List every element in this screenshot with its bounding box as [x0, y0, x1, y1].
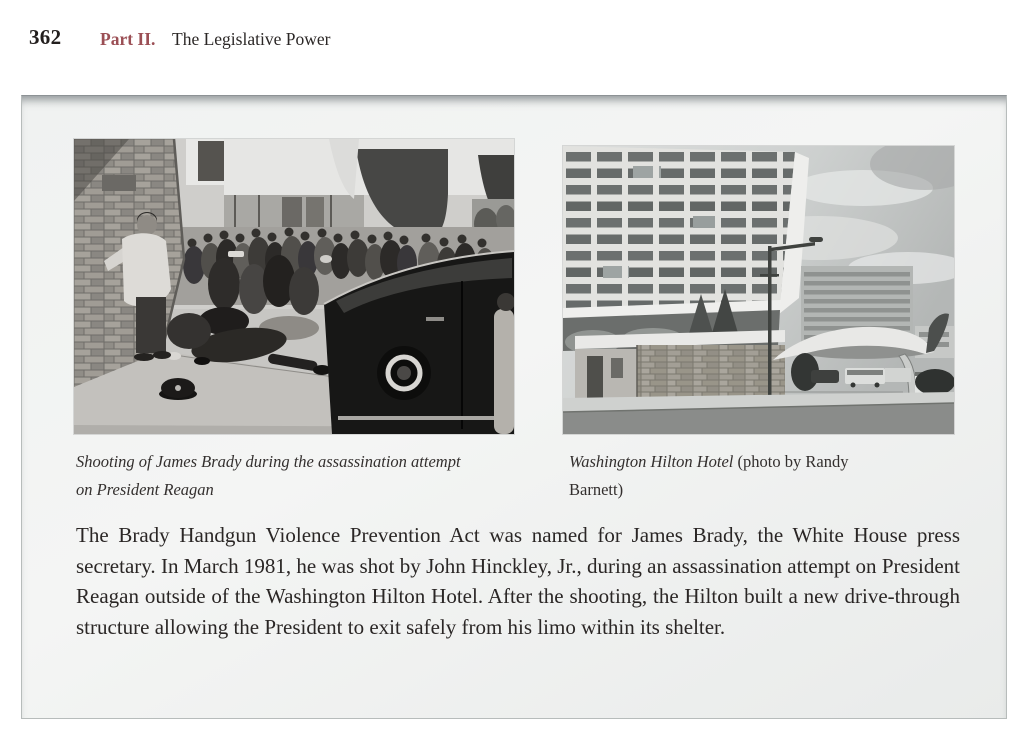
part-label: Part II. [100, 29, 156, 49]
part-title: The Legislative Power [172, 29, 331, 49]
scanned-page [21, 95, 1007, 719]
street [563, 392, 954, 434]
caption-left: Shooting of James Brady during the assassination attempt on President Reagan [76, 452, 461, 499]
shooting-scene-illustration [74, 139, 514, 434]
caption-right-title: Washington Hilton Hotel [569, 452, 734, 471]
caption-right-credit: (photo by Randy Barnett) [569, 452, 849, 499]
caption-right [569, 448, 905, 504]
washington-hilton-hotel-photo [563, 146, 954, 434]
body-paragraph: The Brady Handgun Violence Prevention Act was named for James Brady, the White House press secretary. In March 1981, he was shot by John Hinckley, Jr., during an assassination attempt on President Reagan outside of the Washington Hilton Hotel. After the shooting, the Hilton built a new drive-through structure allowing the President to exit safely from his limo within its shelter. [76, 523, 960, 639]
hilton-hotel-illustration [563, 146, 954, 434]
page-number: 362 [29, 25, 62, 49]
shooting-of-james-brady-photo [74, 139, 514, 434]
